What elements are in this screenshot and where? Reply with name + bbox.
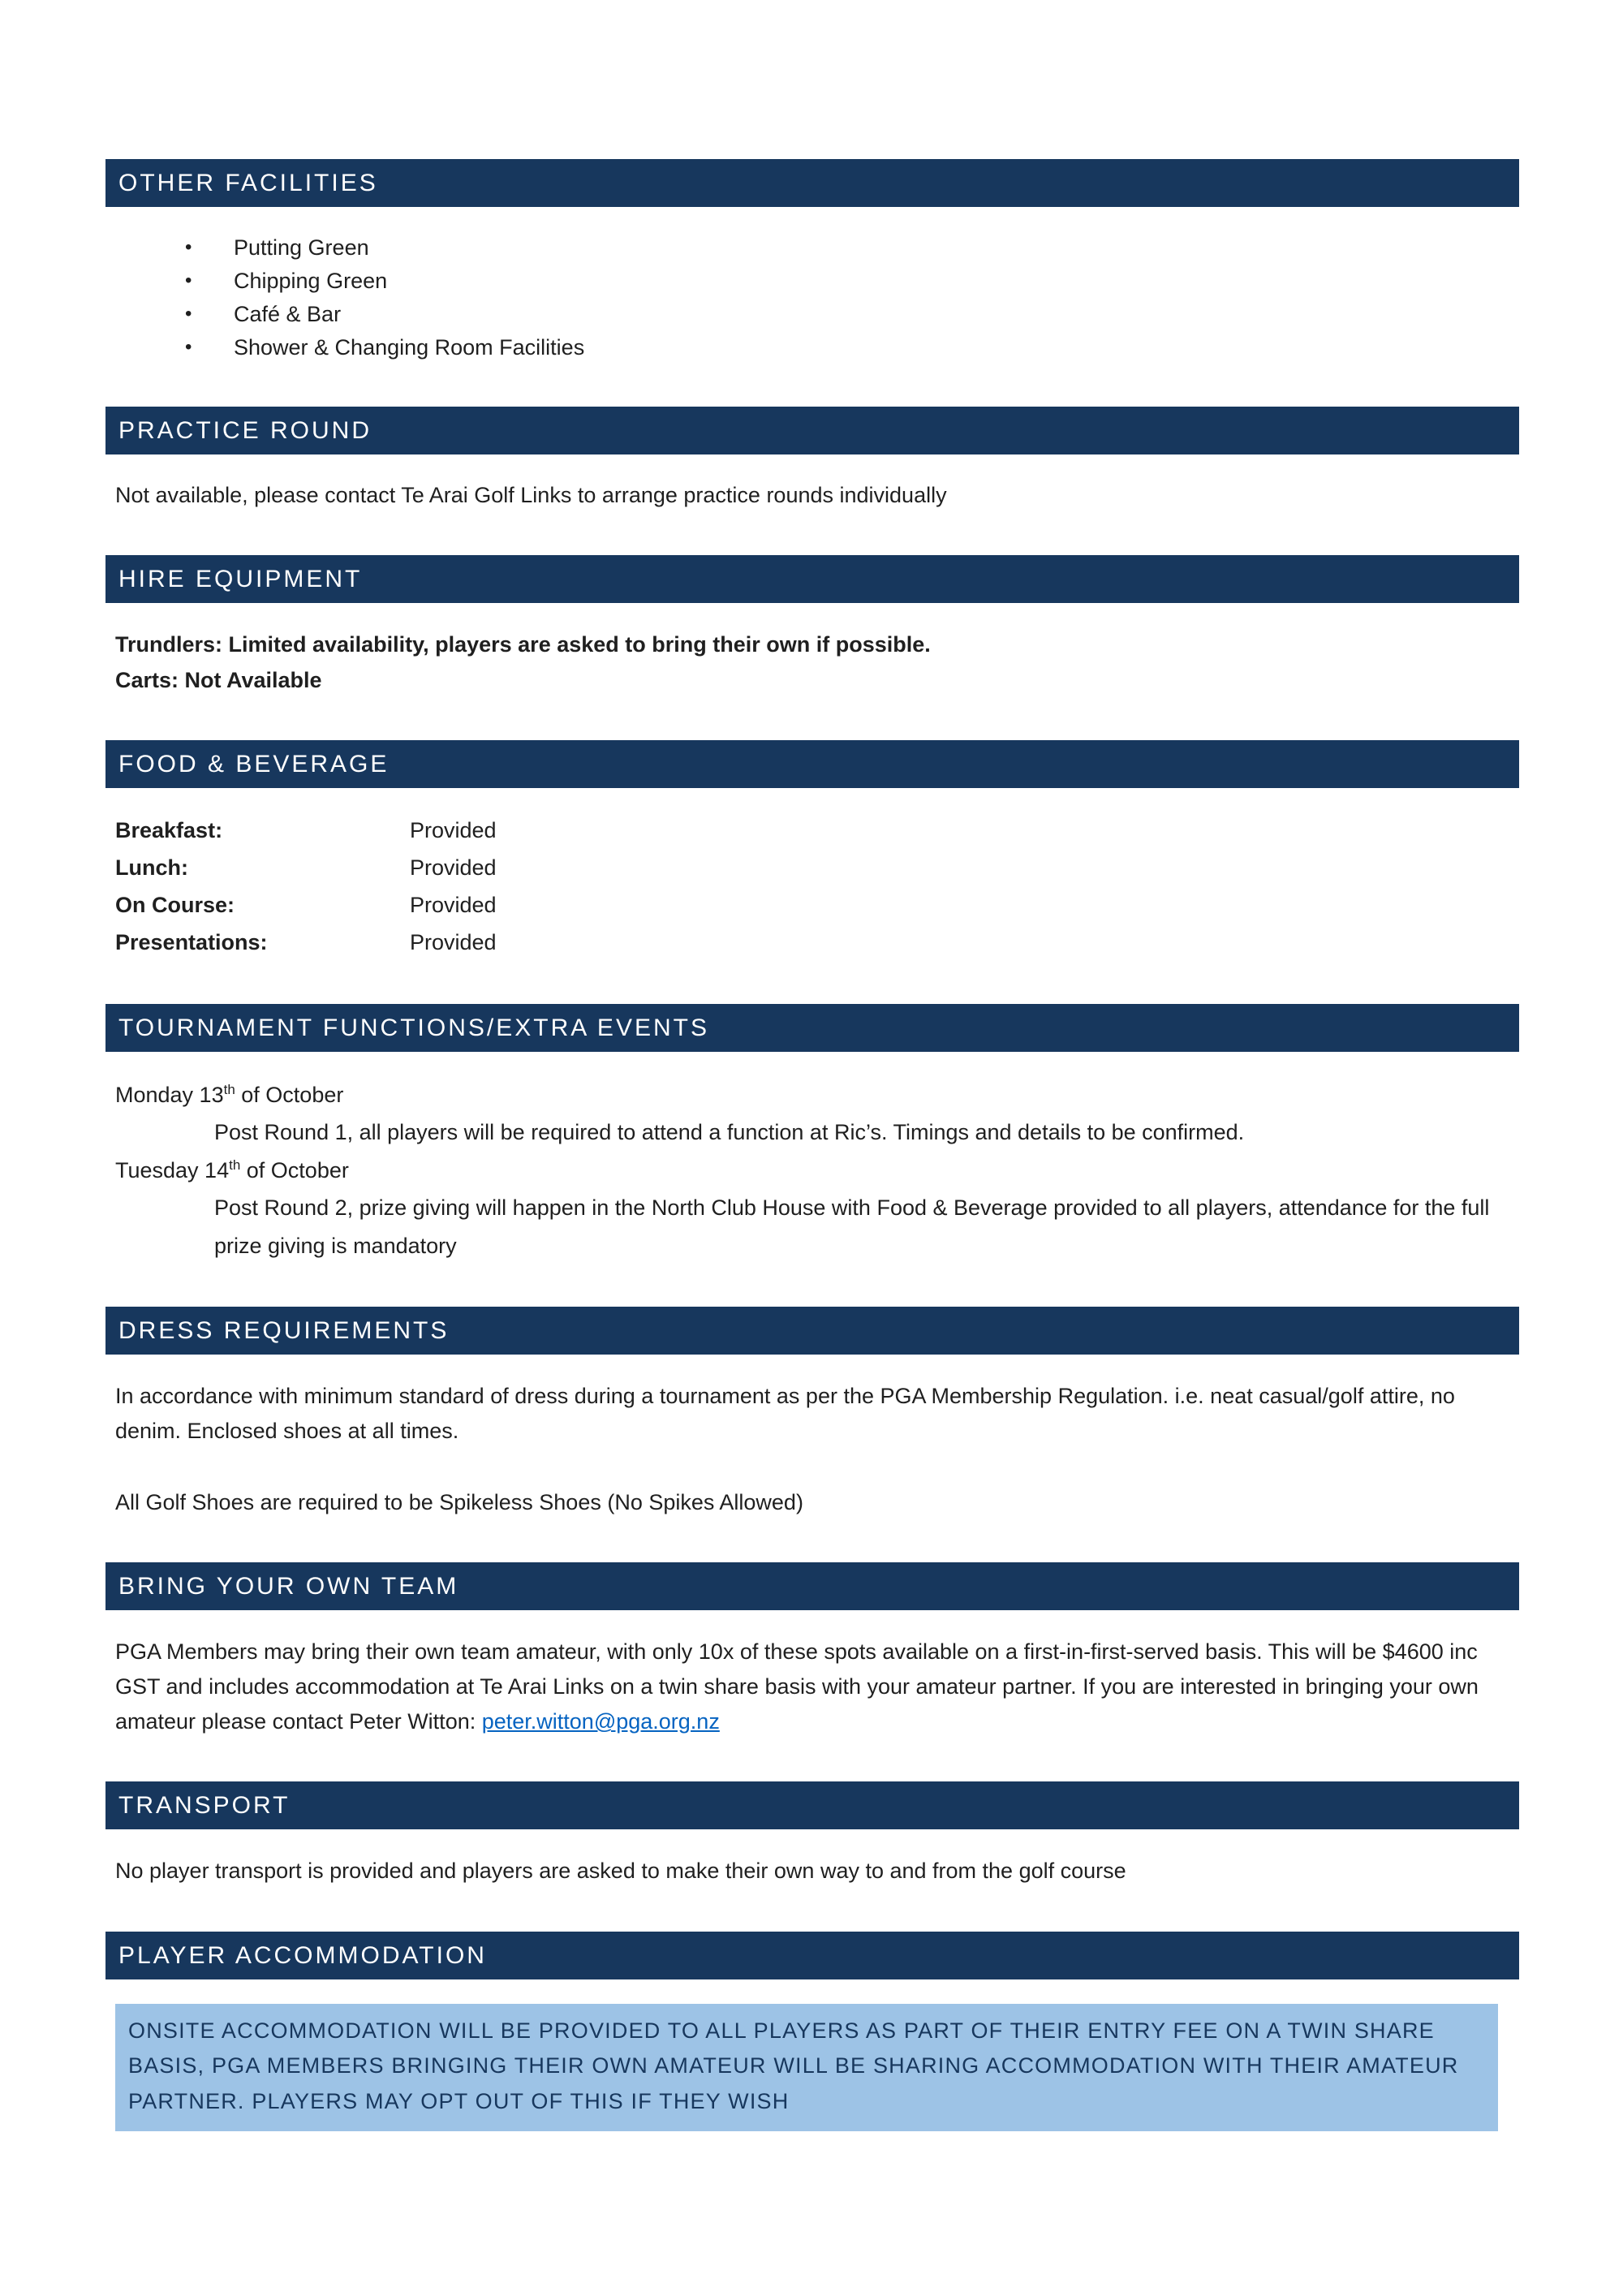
- event-day-text: Monday 13: [115, 1083, 224, 1107]
- list-item-text: Café & Bar: [234, 302, 342, 327]
- bring-your-own-team-body: PGA Members may bring their own team amateur, with only 10x of these spots available on a first-in-first-served basis. This will be $4600 inc GST and includes accommodation at Te Arai Links on a twin share basis with your amateur partner. If you are interested in bringing your own amateur please contact Peter Witton:: [115, 1639, 1479, 1734]
- section-title: BRING YOUR OWN TEAM: [118, 1572, 459, 1600]
- row-value: Provided: [410, 930, 497, 955]
- list-item-text: Putting Green: [234, 235, 369, 260]
- section-other-facilities: [105, 159, 1519, 364]
- section-title: PRACTICE ROUND: [118, 417, 372, 445]
- practice-round-text: Not available, please contact Te Arai Golf Links to arrange practice rounds individually: [115, 483, 947, 508]
- section-title: FOOD & BEVERAGE: [118, 751, 390, 778]
- row-label: Lunch:: [115, 855, 188, 881]
- list-item: [185, 298, 1519, 331]
- row-value: Provided: [410, 818, 497, 843]
- section-title: HIRE EQUIPMENT: [118, 565, 363, 592]
- list-item: [185, 265, 1519, 298]
- section-header-practice-round: [105, 407, 1519, 454]
- row-value: Provided: [410, 855, 497, 881]
- bring-your-own-team-text: [105, 1635, 1519, 1740]
- section-tournament-functions: [105, 1004, 1519, 1264]
- table-row: [115, 924, 1519, 962]
- section-header-transport: [105, 1781, 1519, 1829]
- section-transport: [105, 1781, 1519, 1889]
- section-header-food-beverage: [105, 740, 1519, 788]
- event-day-text: of October: [235, 1083, 344, 1107]
- ordinal-suffix: th: [229, 1157, 241, 1173]
- event-day-text: Tuesday 14: [115, 1157, 230, 1182]
- list-item: [185, 231, 1519, 265]
- email-link[interactable]: peter.witton@pga.org.nz: [481, 1709, 720, 1734]
- section-title: TOURNAMENT FUNCTIONS/EXTRA EVENTS: [118, 1014, 709, 1041]
- ordinal-suffix: th: [223, 1082, 235, 1097]
- table-row: [115, 850, 1519, 887]
- event-detail-tuesday: Post Round 2, prize giving will happen in the North Club House with Food & Beverage provided to all players, attendance for the full prize giving is mandatory: [214, 1195, 1490, 1258]
- section-dress-requirements: [105, 1307, 1519, 1520]
- row-label: On Course:: [115, 893, 235, 918]
- section-header-other-facilities: [105, 159, 1519, 207]
- accommodation-highlight: ONSITE ACCOMMODATION WILL BE PROVIDED TO ALL PLAYERS AS PART OF THEIR ENTRY FEE ON A TWIN SHARE BASIS, PGA MEMBERS BRINGING THEIR OWN AMATEUR WILL BE SHARING ACCOMMODATION WITH THEIR AMATEUR PARTNER. PLAYERS MAY OPT OUT OF THIS IF THEY WISH: [115, 2004, 1498, 2131]
- hire-equipment-carts: Carts: Not Available: [115, 667, 322, 692]
- event-day-tuesday: [115, 1152, 1519, 1189]
- table-row: [115, 887, 1519, 924]
- list-item-text: Chipping Green: [234, 269, 388, 294]
- section-header-player-accommodation: [105, 1932, 1519, 1979]
- table-row: [115, 812, 1519, 850]
- section-title: TRANSPORT: [118, 1792, 291, 1820]
- row-label: Presentations:: [115, 930, 268, 955]
- bullet-icon: •: [185, 336, 192, 359]
- bullet-icon: •: [185, 269, 192, 292]
- section-title: DRESS REQUIREMENTS: [118, 1317, 450, 1345]
- section-title: PLAYER ACCOMMODATION: [118, 1941, 487, 1969]
- section-header-hire-equipment: [105, 555, 1519, 603]
- section-header-bring-your-own-team: [105, 1562, 1519, 1610]
- row-value: Provided: [410, 893, 497, 918]
- section-hire-equipment: [105, 555, 1519, 698]
- section-title: OTHER FACILITIES: [118, 170, 378, 196]
- bullet-icon: •: [185, 236, 192, 258]
- food-beverage-table: [105, 812, 1519, 962]
- facilities-list: [185, 231, 1519, 364]
- section-header-dress-requirements: [105, 1307, 1519, 1355]
- list-item: [185, 331, 1519, 364]
- row-label: Breakfast:: [115, 818, 223, 843]
- section-practice-round: [105, 407, 1519, 513]
- section-bring-your-own-team: [105, 1562, 1519, 1740]
- event-day-monday: [115, 1076, 1519, 1114]
- section-player-accommodation: [105, 1932, 1519, 2131]
- event-detail-monday: Post Round 1, all players will be required to attend a function at Ric’s. Timings and details to be confirmed.: [214, 1120, 1245, 1145]
- dress-requirements-para2: All Golf Shoes are required to be Spikeless Shoes (No Spikes Allowed): [115, 1489, 803, 1514]
- events-block: [105, 1076, 1519, 1264]
- section-header-tournament-functions: [105, 1004, 1519, 1052]
- section-food-beverage: [105, 740, 1519, 962]
- dress-requirements-para1: In accordance with minimum standard of dress during a tournament as per the PGA Membership Regulation. i.e. neat casual/golf attire, no denim. Enclosed shoes at all times.: [115, 1384, 1455, 1444]
- hire-equipment-trundlers: Trundlers: Limited availability, players are asked to bring their own if possible.: [115, 631, 931, 657]
- bullet-icon: •: [185, 303, 192, 325]
- list-item-text: Shower & Changing Room Facilities: [234, 335, 585, 360]
- event-day-text: of October: [240, 1157, 349, 1182]
- transport-text: No player transport is provided and players are asked to make their own way to and from the golf course: [115, 1859, 1126, 1884]
